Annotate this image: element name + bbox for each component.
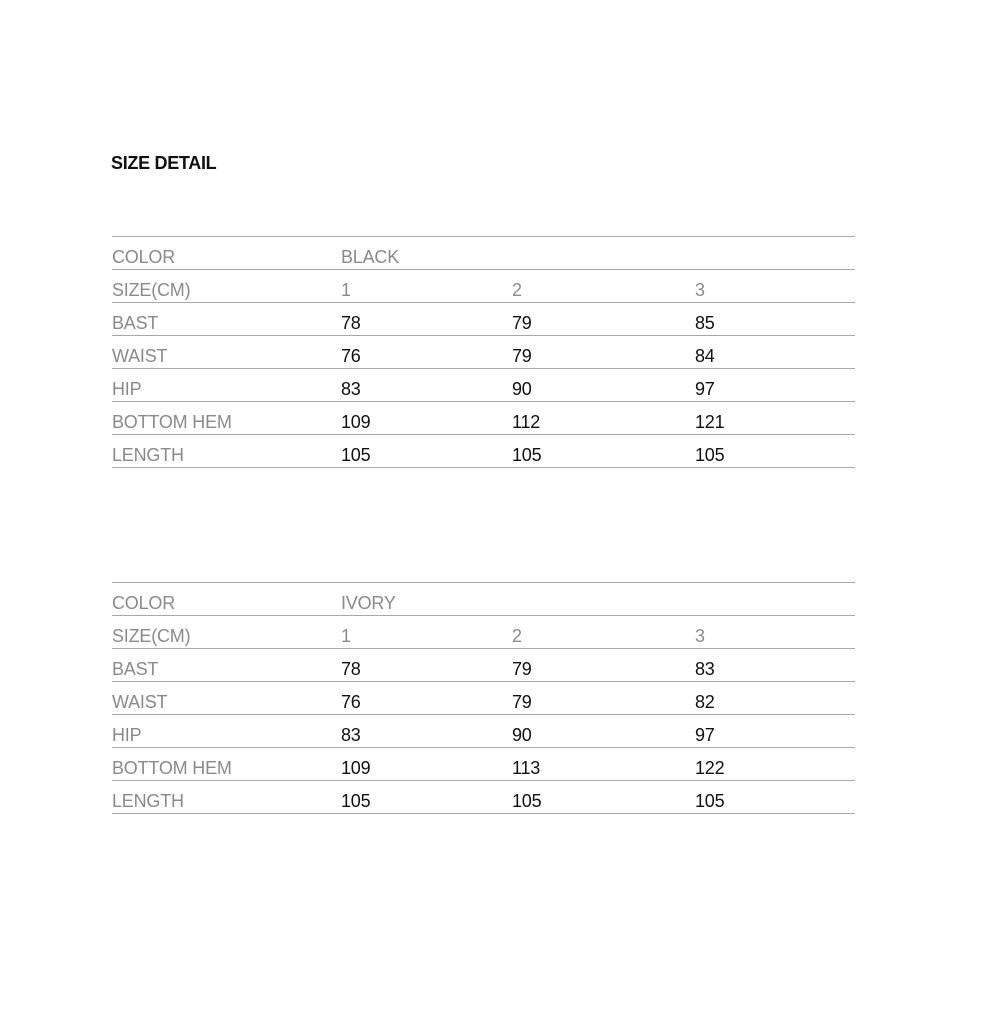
table-row	[112, 781, 855, 814]
row-label: LENGTH	[112, 445, 184, 465]
color-value: IVORY	[341, 593, 396, 613]
row-value: 105	[341, 791, 371, 811]
table-row	[112, 682, 855, 715]
row-value: 105	[341, 445, 371, 465]
size-header-2: 2	[512, 280, 522, 300]
row-value: 122	[695, 758, 725, 778]
table-row	[112, 336, 855, 369]
row-value: 83	[695, 659, 715, 679]
row-value: 76	[341, 346, 361, 366]
row-value: 105	[512, 791, 542, 811]
table-row	[112, 715, 855, 748]
color-value: BLACK	[341, 247, 400, 267]
table-row	[112, 649, 855, 682]
table-row	[112, 369, 855, 402]
size-table-ivory	[112, 582, 855, 814]
row-value: 84	[695, 346, 715, 366]
size-label: SIZE(CM)	[112, 280, 191, 300]
table-row	[112, 303, 855, 336]
row-value: 97	[695, 725, 715, 745]
row-label: BOTTOM HEM	[112, 412, 232, 432]
row-label: WAIST	[112, 346, 168, 366]
size-header-row	[112, 270, 855, 303]
size-header-1: 1	[341, 280, 351, 300]
row-value: 90	[512, 725, 532, 745]
row-value: 109	[341, 758, 371, 778]
table-row	[112, 748, 855, 781]
size-label: SIZE(CM)	[112, 626, 191, 646]
color-row	[112, 237, 855, 270]
row-label: LENGTH	[112, 791, 184, 811]
size-header-3: 3	[695, 280, 705, 300]
row-value: 105	[695, 791, 725, 811]
row-value: 105	[512, 445, 542, 465]
row-label: HIP	[112, 379, 142, 399]
row-value: 112	[512, 412, 541, 432]
row-value: 105	[695, 445, 725, 465]
row-value: 79	[512, 692, 532, 712]
size-header-row	[112, 616, 855, 649]
row-value: 78	[341, 313, 361, 333]
row-label: WAIST	[112, 692, 168, 712]
row-value: 109	[341, 412, 371, 432]
page-title: SIZE DETAIL	[111, 153, 217, 173]
row-value: 83	[341, 725, 361, 745]
row-value: 79	[512, 659, 532, 679]
row-value: 97	[695, 379, 715, 399]
row-value: 79	[512, 346, 532, 366]
row-label: BOTTOM HEM	[112, 758, 232, 778]
size-header-2: 2	[512, 626, 522, 646]
size-header-1: 1	[341, 626, 351, 646]
row-value: 90	[512, 379, 532, 399]
color-row	[112, 583, 855, 616]
row-value: 78	[341, 659, 361, 679]
color-label: COLOR	[112, 593, 176, 613]
size-header-3: 3	[695, 626, 705, 646]
row-value: 79	[512, 313, 532, 333]
row-label: BAST	[112, 313, 159, 333]
size-table-black	[112, 236, 855, 468]
table-row	[112, 402, 855, 435]
row-value: 82	[695, 692, 715, 712]
row-label: BAST	[112, 659, 159, 679]
row-value: 76	[341, 692, 361, 712]
color-label: COLOR	[112, 247, 176, 267]
row-value: 113	[512, 758, 541, 778]
row-value: 121	[695, 412, 725, 432]
row-value: 85	[695, 313, 715, 333]
row-label: HIP	[112, 725, 142, 745]
row-value: 83	[341, 379, 361, 399]
table-row	[112, 435, 855, 468]
